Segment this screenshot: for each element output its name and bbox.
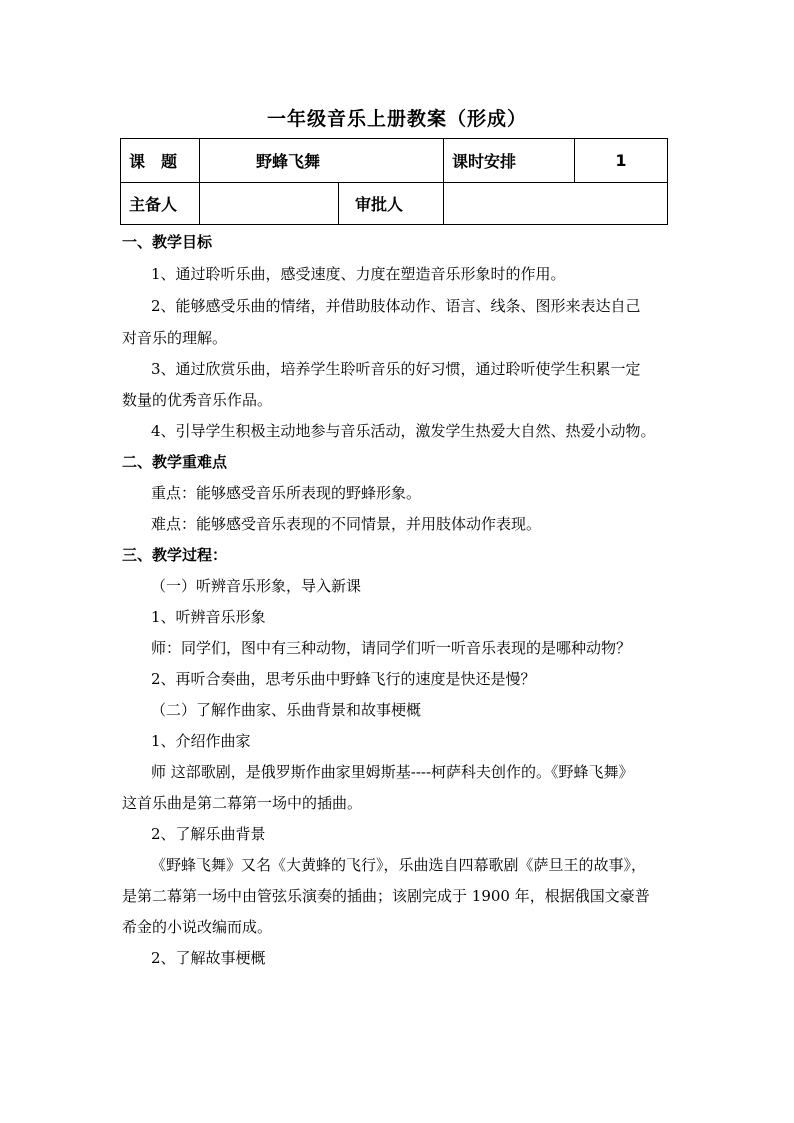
section-heading-key-points: 二、教学重难点 (122, 453, 228, 471)
paragraph-line: 重点：能够感受音乐所表现的野蜂形象。 (151, 484, 422, 502)
lesson-info-table (120, 138, 668, 225)
preparer-label: 主备人 (121, 183, 200, 225)
paragraph-line: 是第二幕第一场中由管弦乐演奏的插曲；该剧完成于 1900 年，根据俄国文豪普 (122, 887, 650, 905)
subject-label: 课 题 (121, 139, 200, 183)
paragraph-line: 3、通过欣赏乐曲，培养学生聆听音乐的好习惯，通过聆听使学生积累一定 (151, 360, 641, 378)
paragraph-line: 对音乐的理解。 (122, 329, 228, 347)
paragraph-line: 1、介绍作曲家 (151, 732, 251, 750)
paragraph-line: （一）听辨音乐形象，导入新课 (151, 577, 362, 595)
paragraph-line: 4、引导学生积极主动地参与音乐活动，激发学生热爱大自然、热爱小动物。 (151, 422, 656, 440)
paragraph-line: 难点：能够感受音乐表现的不同情景，并用肢体动作表现。 (151, 515, 542, 533)
paragraph-line: 2、了解故事梗概 (151, 949, 266, 967)
approver-label: 审批人 (339, 183, 444, 225)
paragraph-line: 2、了解乐曲背景 (151, 825, 266, 843)
paragraph-line: 2、再听合奏曲，思考乐曲中野蜂飞行的速度是快还是慢？ (151, 670, 536, 688)
preparer-value (200, 183, 339, 225)
approver-value (444, 183, 668, 225)
paragraph-line: 师：同学们，图中有三种动物，请同学们听一听音乐表现的是哪种动物？ (151, 639, 632, 657)
section-heading-process: 三、教学过程： (122, 546, 228, 564)
subject-value: 野蜂飞舞 (200, 139, 444, 183)
paragraph-line: 1、通过聆听乐曲，感受速度、力度在塑造音乐形象时的作用。 (151, 265, 566, 283)
paragraph-line: 2、能够感受乐曲的情绪，并借助肢体动作、语言、线条、图形来表达自己 (151, 297, 641, 315)
schedule-value: 1 (575, 139, 668, 183)
section-heading-objectives: 一、教学目标 (122, 233, 213, 251)
paragraph-line: 这首乐曲是第二幕第一场中的插曲。 (122, 794, 363, 812)
paragraph-line: 师 这部歌剧，是俄罗斯作曲家里姆斯基----柯萨科夫创作的。《野蜂飞舞》 (151, 763, 634, 781)
paragraph-line: （二）了解作曲家、乐曲背景和故事梗概 (151, 701, 422, 719)
paragraph-line: 希金的小说改编而成。 (122, 918, 273, 936)
page-title: 一年级音乐上册教案（形成） (266, 108, 527, 130)
paragraph-line: 数量的优秀音乐作品。 (122, 391, 273, 409)
schedule-label: 课时安排 (444, 139, 575, 183)
paragraph-line: 《野蜂飞舞》又名《大黄蜂的飞行》，乐曲选自四幕歌剧《萨旦王的故事》， (151, 856, 647, 874)
paragraph-line: 1、听辨音乐形象 (151, 608, 266, 626)
